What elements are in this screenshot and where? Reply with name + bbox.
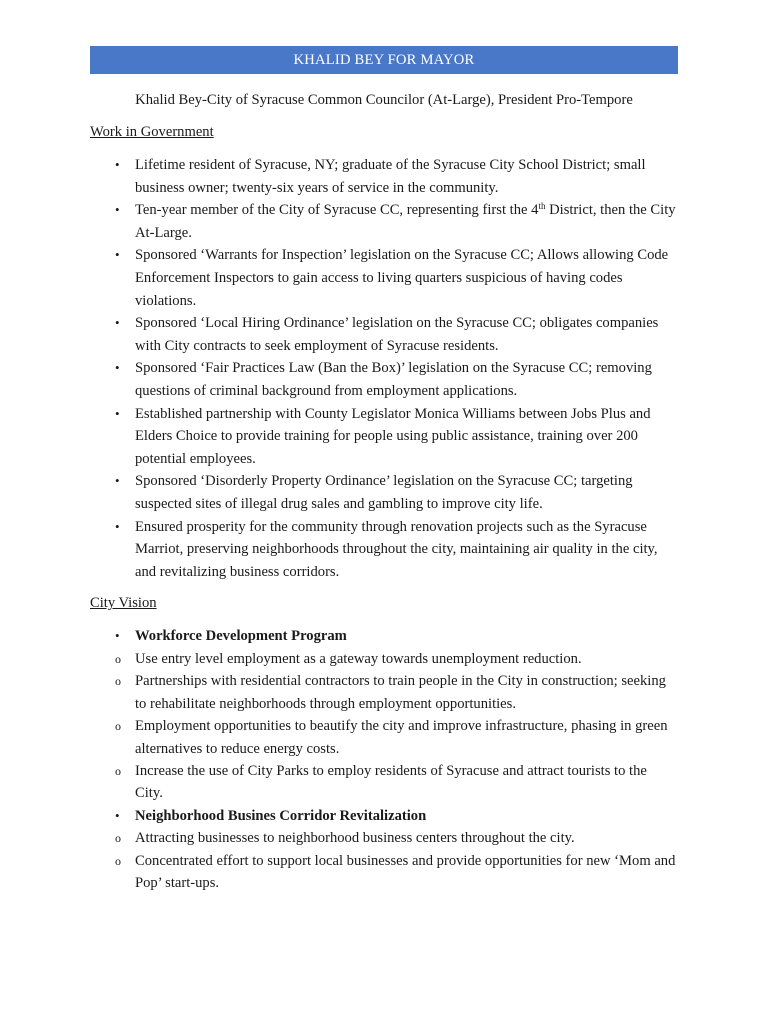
program-point	[90, 850, 678, 895]
program-point-text: Increase the use of City Parks to employ residents of Syracuse and attract tourists to the City.	[135, 762, 647, 802]
work-item	[90, 199, 678, 244]
work-list	[90, 154, 678, 583]
work-item	[90, 470, 678, 515]
program-point-text: Use entry level employment as a gateway towards unemployment reduction.	[135, 650, 582, 667]
bullet-icon: •	[115, 157, 120, 172]
circle-bullet-icon: o	[115, 853, 121, 868]
work-item-text: Established partnership with County Legislator Monica Williams between Jobs Plus and Elders Choice to provide training for people using public assistance, training over 200 potential employees.	[135, 405, 651, 467]
ordinal-suffix: th	[538, 201, 546, 212]
program-points	[90, 827, 678, 894]
work-item-text: Lifetime resident of Syracuse, NY; graduate of the Syracuse City School District; small business owner; twenty-six years of service in the community.	[135, 157, 646, 196]
work-item-text: Sponsored ‘Warrants for Inspection’ legislation on the Syracuse CC; Allows allowing Code Enforcement Inspectors to gain access to living quarters suspicious of having codes violations.	[135, 247, 669, 309]
bullet-icon: •	[115, 202, 120, 218]
bullet-icon: •	[115, 473, 120, 489]
circle-bullet-icon: o	[115, 763, 121, 778]
work-item	[90, 244, 678, 312]
bullet-icon: •	[115, 405, 120, 421]
program-point-text: Employment opportunities to beautify the city and improve infrastructure, phasing in green alternatives to reduce energy costs.	[135, 718, 668, 757]
document-page	[90, 46, 678, 895]
program-title: Workforce Development Program	[135, 628, 347, 645]
vision-list	[90, 625, 678, 648]
banner-title: KHALID BEY FOR MAYOR	[293, 52, 475, 68]
program-item	[90, 805, 678, 828]
program-point-text: Partnerships with residential contractors to train people in the City in construction; seeking to rehabilitate neighborhoods through employment opportunities.	[135, 673, 666, 712]
work-item	[90, 516, 678, 584]
program-title: Neighborhood Busines Corridor Revitalization	[135, 807, 427, 824]
program-point-text: Attracting businesses to neighborhood business centers throughout the city.	[135, 830, 575, 847]
program-points	[90, 648, 678, 805]
circle-bullet-icon: o	[115, 674, 121, 689]
work-item-text: Sponsored ‘Disorderly Property Ordinance’ legislation on the Syracuse CC; targeting suspected sites of illegal drug sales and gambling to improve city life.	[135, 473, 633, 512]
document-subtitle: Khalid Bey-City of Syracuse Common Councilor (At-Large), President Pro-Tempore	[135, 92, 633, 108]
circle-bullet-icon: o	[115, 651, 121, 666]
work-item-text: Ensured prosperity for the community through renovation projects such as the Syracuse Marriot, preserving neighborhoods throughout the city, maintaining air quality in the city, and revitalizing business corridors.	[135, 518, 658, 580]
work-item-text: Ten-year member of the City of Syracuse CC, representing first the 4	[135, 202, 539, 219]
program-point	[90, 648, 678, 670]
work-item	[90, 403, 678, 471]
work-item	[90, 154, 678, 199]
program-point	[90, 827, 678, 849]
work-item-text: Sponsored ‘Fair Practices Law (Ban the Box)’ legislation on the Syracuse CC; removing questions of criminal background from employment applications.	[135, 360, 652, 399]
circle-bullet-icon: o	[115, 831, 121, 846]
program-point	[90, 715, 678, 760]
bullet-icon: •	[115, 518, 120, 534]
bullet-icon: •	[115, 247, 120, 263]
bullet-icon: •	[115, 807, 120, 823]
section-heading-work: Work in Government	[90, 124, 214, 140]
work-item	[90, 312, 678, 357]
bullet-icon: •	[115, 360, 120, 376]
bullet-icon: •	[115, 628, 120, 644]
program-point	[90, 670, 678, 715]
work-item-text: District, then the City At-Large.	[135, 202, 676, 241]
circle-bullet-icon: o	[115, 719, 121, 734]
work-item-text: Sponsored ‘Local Hiring Ordinance’ legislation on the Syracuse CC; obligates companies with City contracts to seek employment of Syracuse residents.	[135, 315, 659, 354]
program-point	[90, 760, 678, 805]
work-item	[90, 357, 678, 402]
vision-list-continued	[90, 805, 678, 828]
bullet-icon: •	[115, 315, 120, 331]
program-item	[90, 625, 678, 648]
section-heading-vision: City Vision	[90, 595, 157, 612]
campaign-banner	[90, 46, 678, 74]
program-point-text: Concentrated effort to support local businesses and provide opportunities for new ‘Mom and Pop’ start-ups.	[135, 852, 676, 892]
